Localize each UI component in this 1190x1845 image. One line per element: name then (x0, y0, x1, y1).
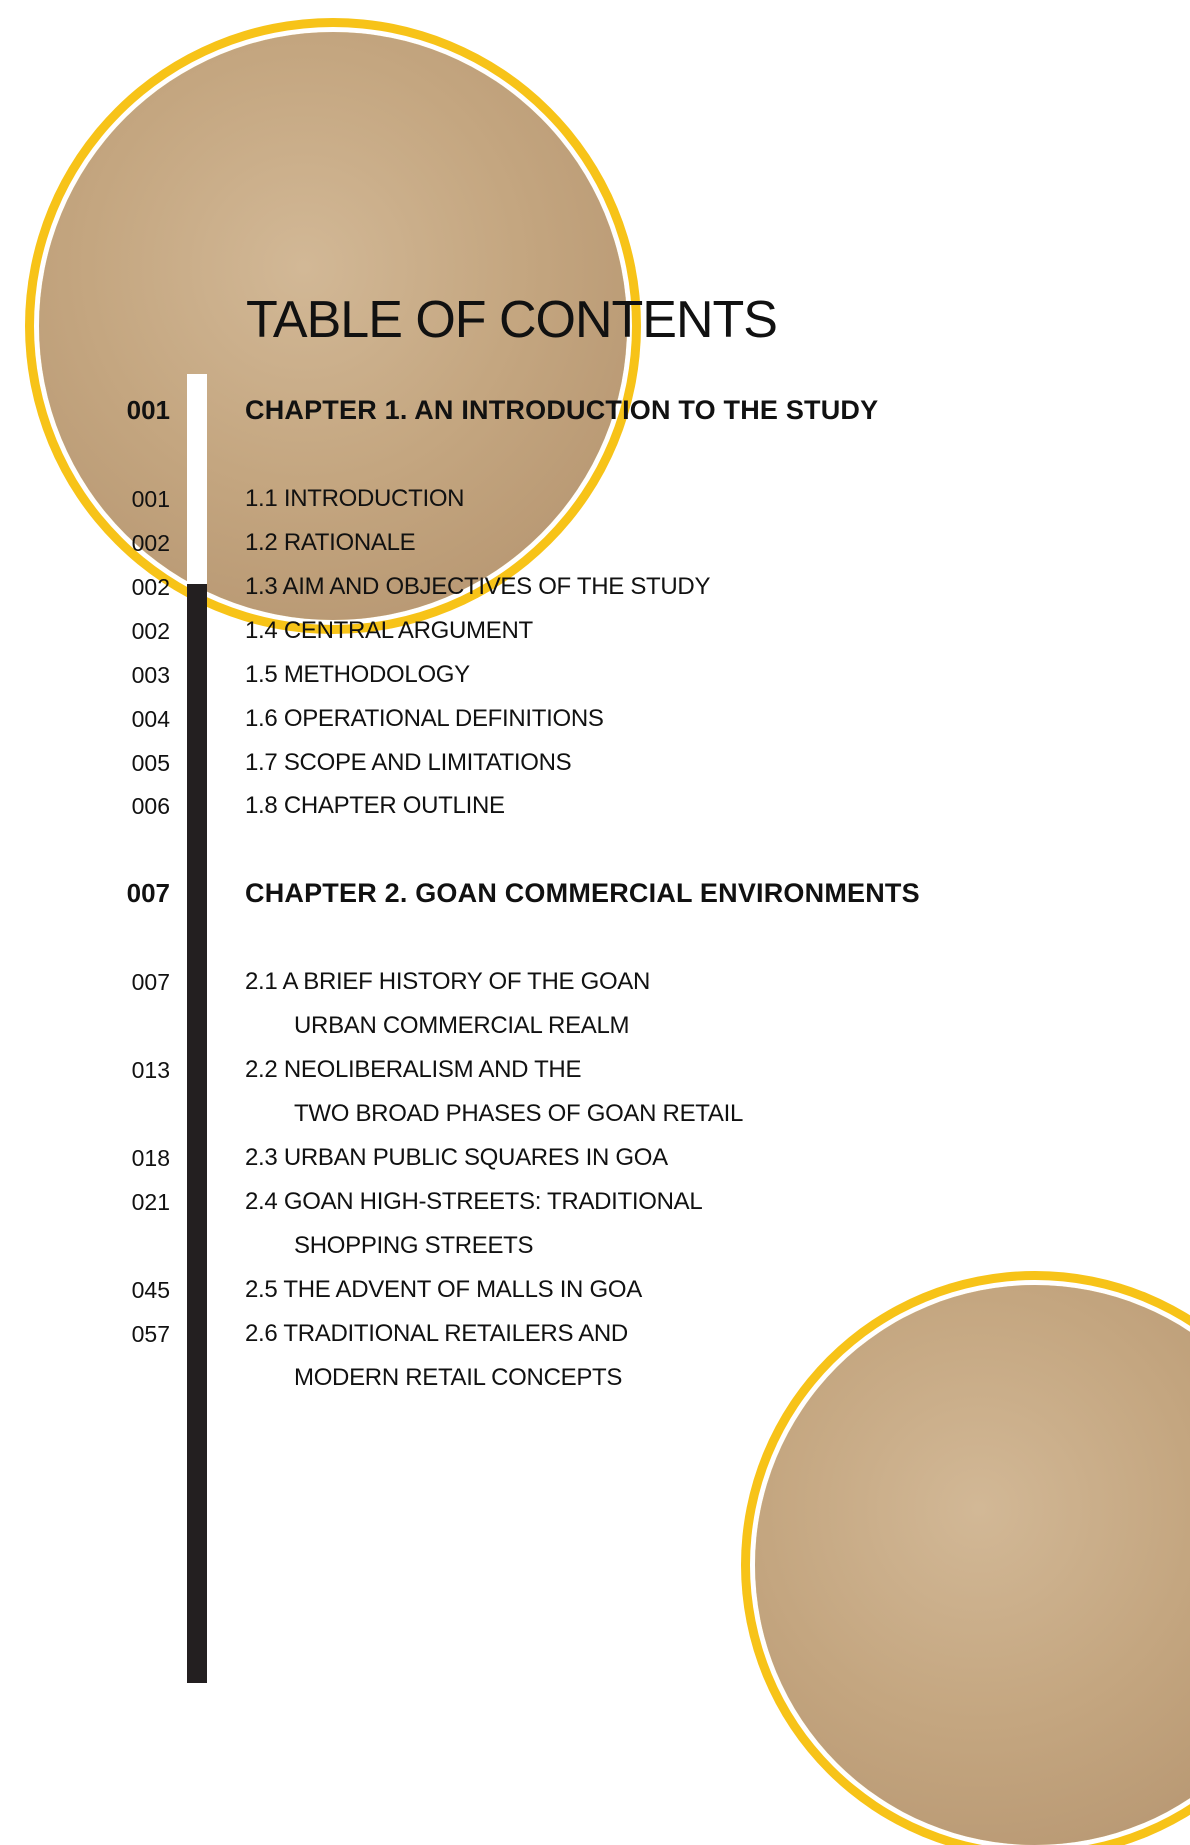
toc-entry-continuation[interactable]: TWO BROAD PHASES OF GOAN RETAIL (294, 1100, 743, 1127)
toc-entry[interactable]: 1.1 INTRODUCTION (245, 485, 465, 512)
decorative-circle-bottom (755, 1285, 1190, 1845)
page-title: TABLE OF CONTENTS (246, 291, 777, 349)
chapter-page-number: 001 (126, 395, 170, 425)
toc-entry-continuation[interactable]: URBAN COMMERCIAL REALM (294, 1012, 630, 1039)
section-page-number: 057 (131, 1321, 170, 1347)
toc-entry[interactable]: 2.6 TRADITIONAL RETAILERS AND (245, 1320, 628, 1347)
toc-entry[interactable]: 1.8 CHAPTER OUTLINE (245, 792, 505, 819)
chapter-page-number: 007 (126, 878, 170, 908)
section-page-number: 021 (131, 1189, 170, 1215)
section-page-number: 002 (131, 618, 170, 644)
chapter-heading[interactable]: CHAPTER 1. AN INTRODUCTION TO THE STUDY (245, 395, 879, 425)
toc-entry[interactable]: 2.4 GOAN HIGH-STREETS: TRADITIONAL (245, 1188, 703, 1215)
toc-entry[interactable]: 2.2 NEOLIBERALISM AND THE (245, 1056, 582, 1083)
section-page-number: 018 (131, 1145, 170, 1171)
toc-entry[interactable]: 1.2 RATIONALE (245, 529, 416, 556)
toc-entry-continuation[interactable]: MODERN RETAIL CONCEPTS (294, 1364, 623, 1391)
section-page-number: 001 (131, 486, 170, 512)
toc-entry[interactable]: 2.3 URBAN PUBLIC SQUARES IN GOA (245, 1144, 668, 1171)
section-page-number: 002 (131, 574, 170, 600)
section-page-number: 002 (131, 530, 170, 556)
toc-entry[interactable]: 1.3 AIM AND OBJECTIVES OF THE STUDY (245, 573, 711, 600)
section-page-number: 013 (131, 1057, 170, 1083)
section-page-number: 004 (131, 706, 170, 732)
toc-entry[interactable]: 1.5 METHODOLOGY (245, 661, 470, 688)
vertical-divider-bar (187, 374, 207, 1683)
toc-entry[interactable]: 2.1 A BRIEF HISTORY OF THE GOAN (245, 968, 651, 995)
section-page-number: 007 (131, 969, 170, 995)
section-page-number: 003 (131, 662, 170, 688)
toc-entry-continuation[interactable]: SHOPPING STREETS (294, 1232, 534, 1259)
toc-entry[interactable]: 1.7 SCOPE AND LIMITATIONS (245, 749, 572, 776)
section-page-number: 045 (131, 1277, 170, 1303)
section-page-number: 006 (131, 793, 170, 819)
chapter-heading[interactable]: CHAPTER 2. GOAN COMMERCIAL ENVIRONMENTS (245, 878, 920, 908)
toc-entry[interactable]: 1.6 OPERATIONAL DEFINITIONS (245, 705, 604, 732)
section-page-number: 005 (131, 750, 170, 776)
toc-entry[interactable]: 1.4 CENTRAL ARGUMENT (245, 617, 533, 644)
toc-entry[interactable]: 2.5 THE ADVENT OF MALLS IN GOA (245, 1276, 642, 1303)
